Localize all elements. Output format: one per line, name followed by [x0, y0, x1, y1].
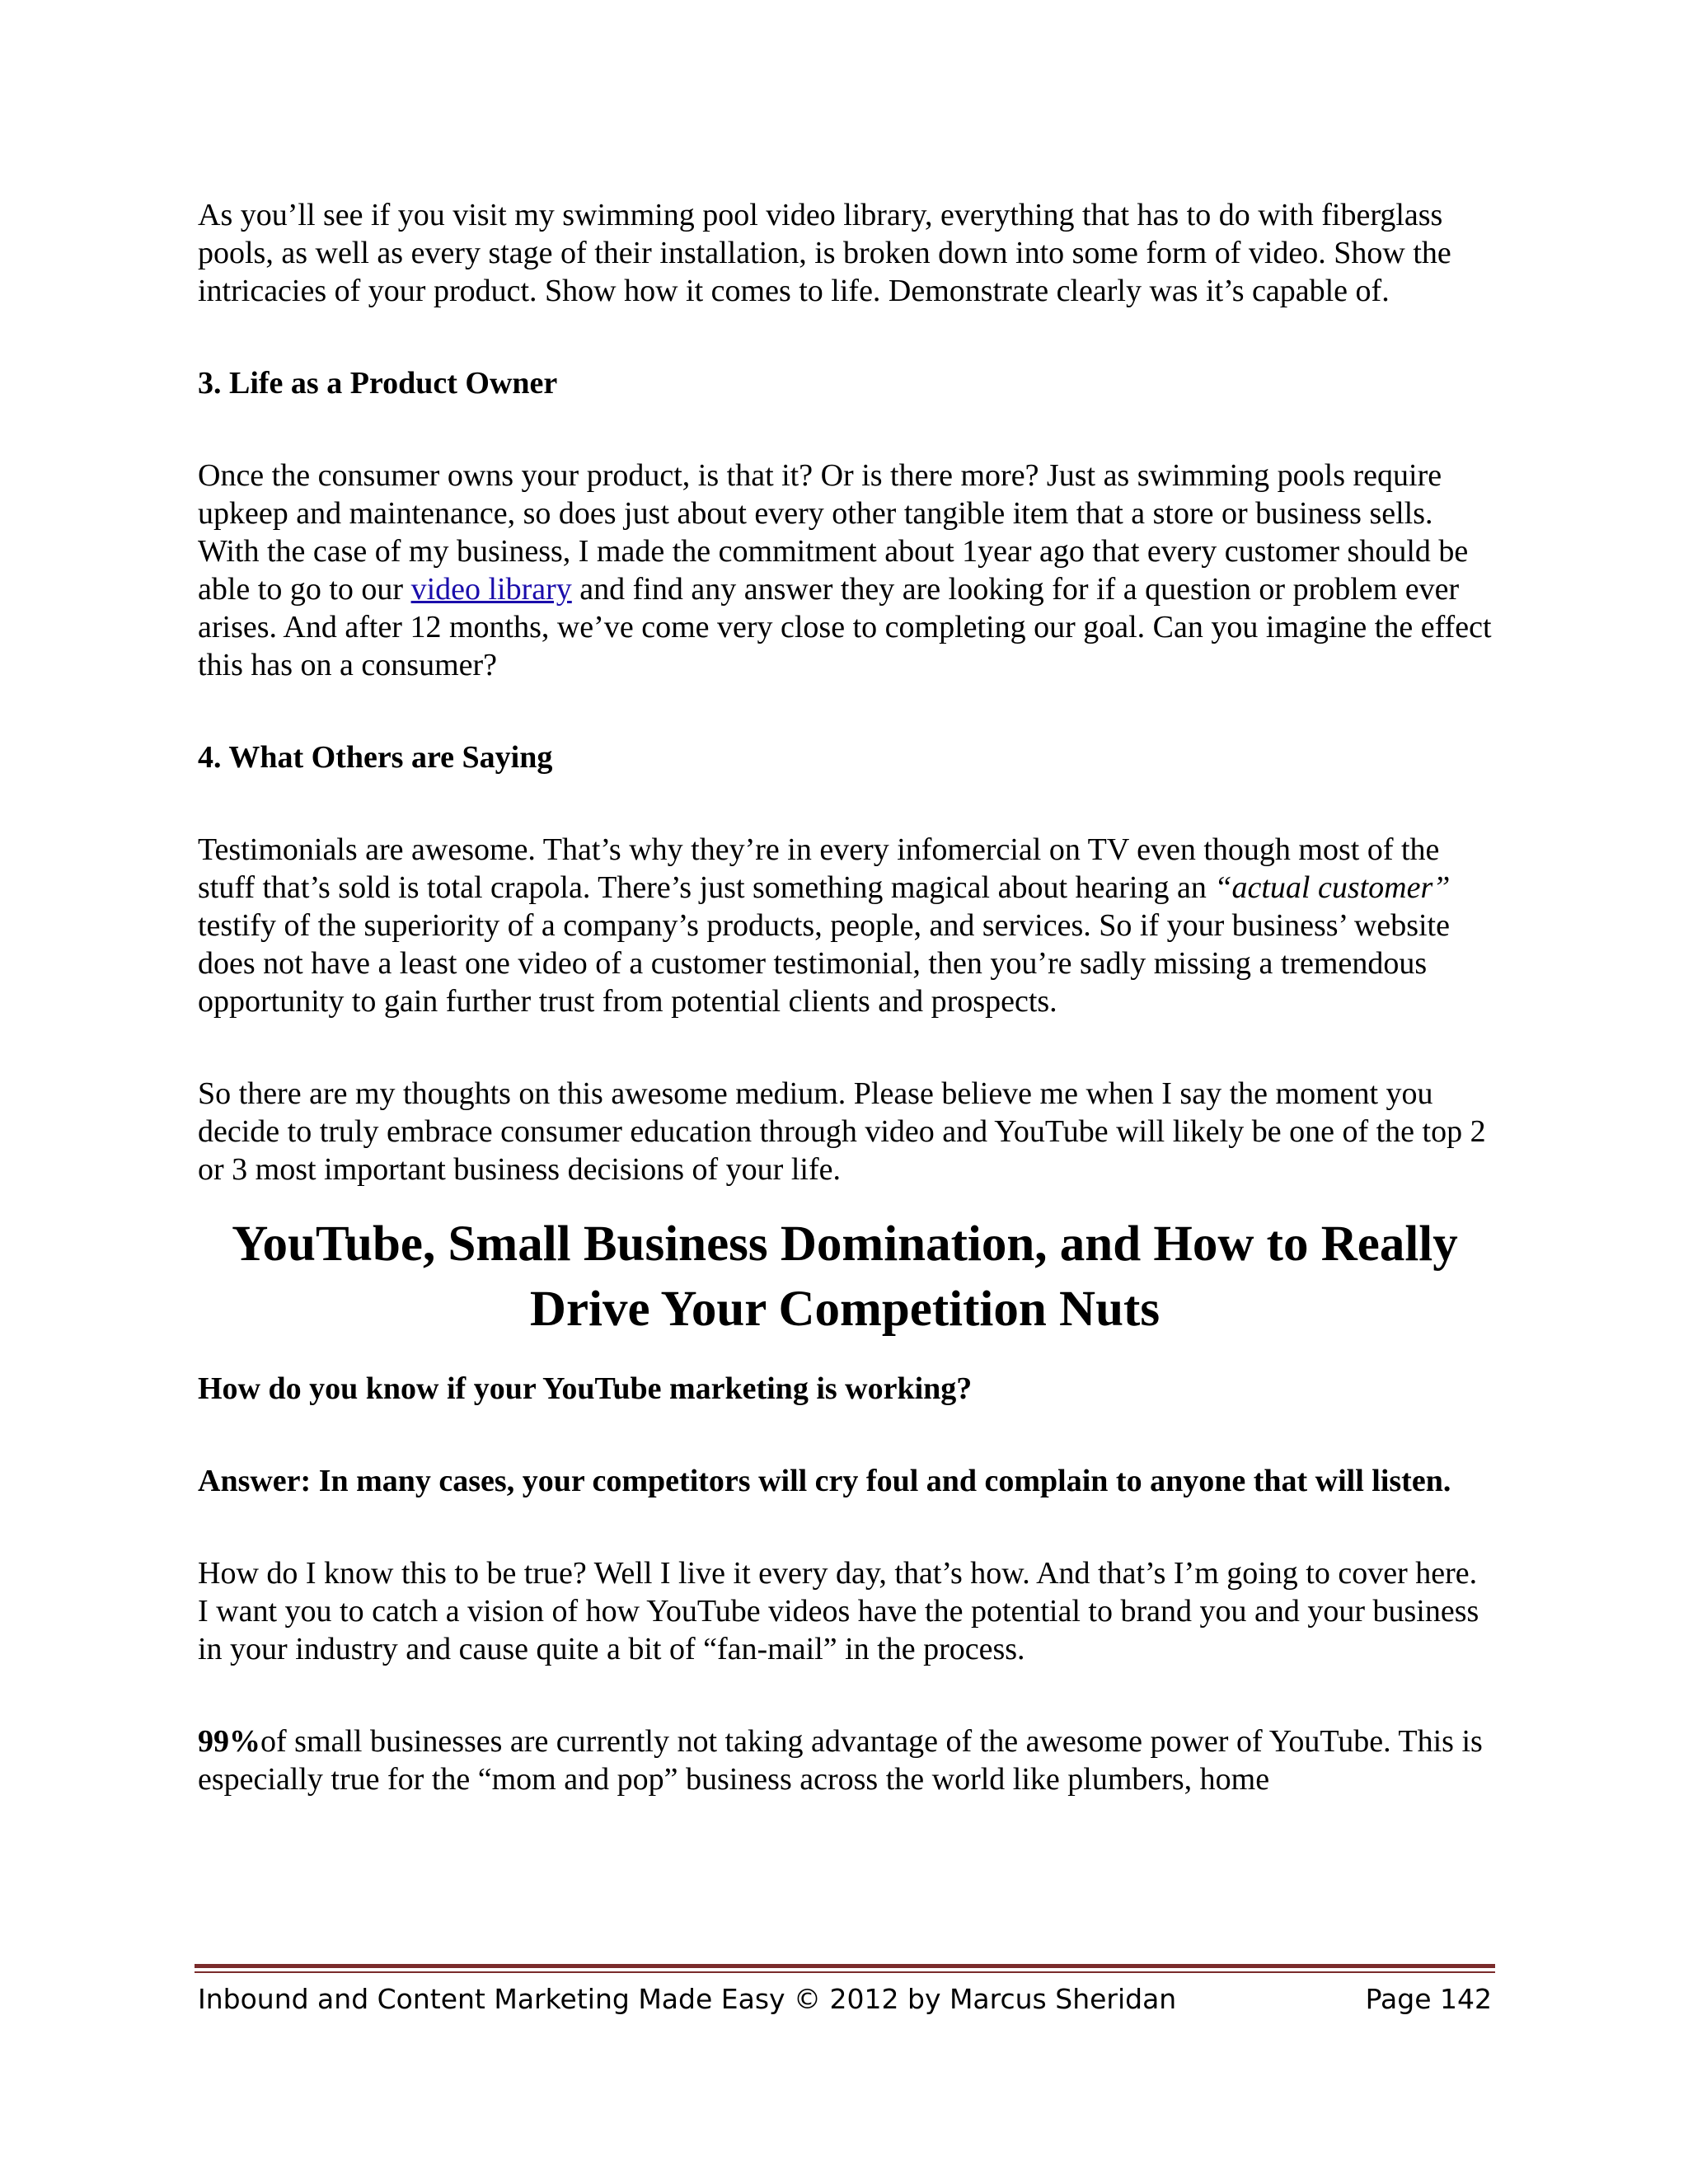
question-heading: How do you know if your YouTube marketing is working?: [198, 1371, 973, 1406]
italic-quote: “actual customer”: [1214, 870, 1451, 905]
subheading-what-others-say: 4. What Others are Saying: [198, 740, 553, 775]
footer-divider-thin: [195, 1971, 1495, 1973]
page-footer: [198, 1980, 1492, 2021]
page-number: Page 142: [1365, 1983, 1492, 2015]
footer-divider: [195, 1964, 1495, 1968]
paragraph-small-businesses: [198, 1722, 1492, 1798]
video-library-link[interactable]: video library: [410, 572, 572, 607]
paragraph-thoughts: So there are my thoughts on this awesome medium. Please believe me when I say the moment you decide to truly embrace consumer education through video and YouTube will likely be one of the top 2 or 3 most important business decisions of your life.: [198, 1076, 1486, 1187]
paragraph-text: and find any answer they are looking for if a question or problem ever arises. And after 12 months, we’ve come very close to completing our goal. Can you imagine the effect this has on a consumer?: [198, 572, 1492, 682]
paragraph-testimonials: [198, 831, 1492, 1020]
paragraph-text: Once the consumer owns your product, is that it? Or is there more? Just as swimming pools require upkeep and maintenance, so does just about every other tangible item that a store or business sells. With the case of my business, I made the commitment about 1year ago that every customer should be able to go to our: [198, 458, 1469, 607]
chapter-title: YouTube, Small Business Domination, and How to Really Drive Your Competition Nuts: [232, 1216, 1458, 1337]
paragraph-product-owner: [198, 457, 1492, 684]
paragraph-how-do-i-know: How do I know this to be true? Well I live it every day, that’s how. And that’s I’m going to cover here. I want you to catch a vision of how YouTube videos have the potential to brand you and your business in your industry and cause quite a bit of “fan-mail” in the process.: [198, 1556, 1479, 1666]
paragraph-text: Testimonials are awesome. That’s why they’re in every infomercial on TV even though most of the stuff that’s sold is total crapola. There’s just something magical about hearing an: [198, 832, 1440, 905]
paragraph-text: testify of the superiority of a company’s products, people, and services. So if your business’ website does not have a least one video of a customer testimonial, then you’re sadly missing a tremendous opportunity to gain further trust from potential clients and prospects.: [198, 908, 1450, 1019]
bold-stat: 99%: [198, 1724, 260, 1759]
answer-heading: Answer: In many cases, your competitors will cry foul and complain to anyone that will listen.: [198, 1464, 1451, 1498]
paragraph-text: of small businesses are currently not taking advantage of the awesome power of YouTube. This is especially true for the “mom and pop” business across the world like plumbers, home: [198, 1724, 1483, 1797]
subheading-life-as-owner: 3. Life as a Product Owner: [198, 366, 558, 401]
paragraph-video-library: As you’ll see if you visit my swimming pool video library, everything that has to do with fiberglass pools, as well as every stage of their installation, is broken down into some form of video. Show the intricacies of your product. Show how it comes to life. Demonstrate clearly was it’s capable of.: [198, 198, 1451, 308]
page-content: [198, 196, 1492, 1798]
footer-copyright: Inbound and Content Marketing Made Easy © 2012 by Marcus Sheridan: [198, 1983, 1177, 2015]
